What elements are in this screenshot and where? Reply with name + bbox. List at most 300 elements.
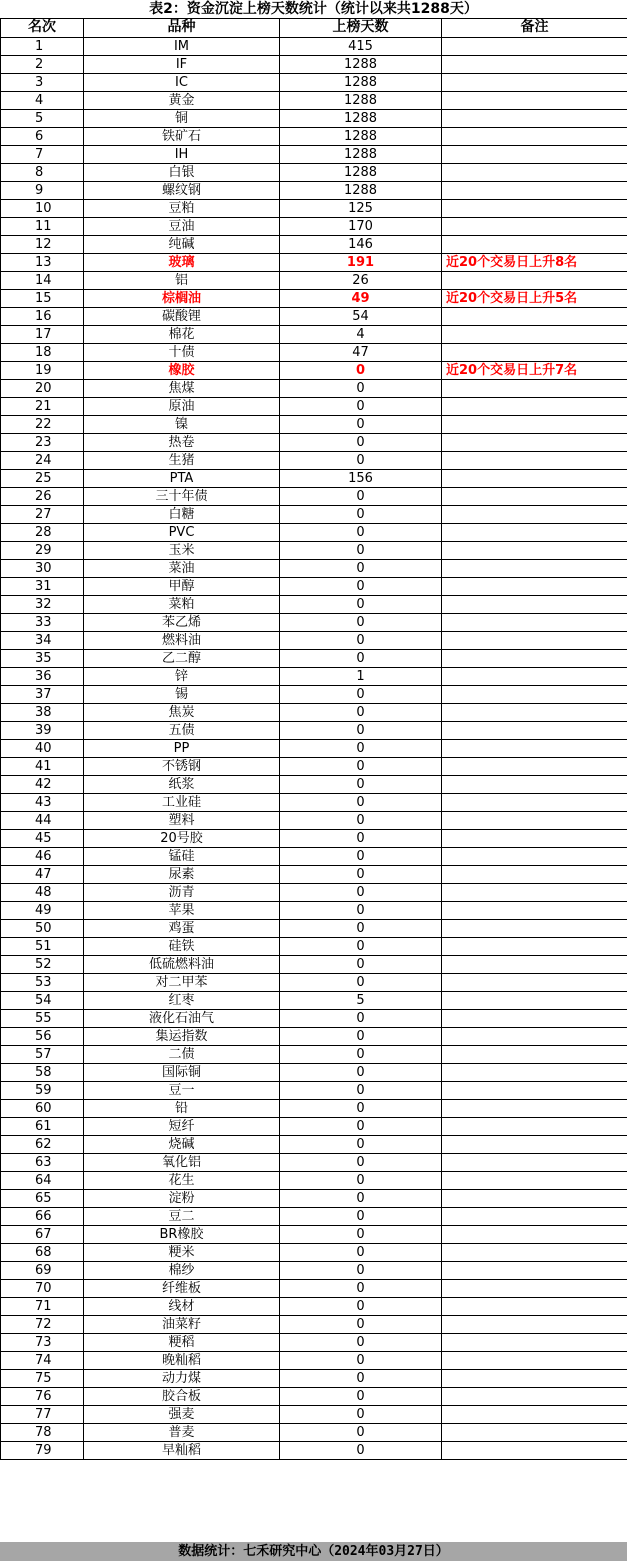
table-row bbox=[1, 685, 627, 703]
variety-cell: 鸡蛋 bbox=[84, 919, 280, 937]
table-row bbox=[1, 523, 627, 541]
days-cell: 0 bbox=[280, 541, 442, 559]
note-cell bbox=[442, 1135, 627, 1153]
rank-cell: 29 bbox=[1, 541, 84, 559]
variety-cell: 螺纹钢 bbox=[84, 181, 280, 199]
table-row bbox=[1, 1189, 627, 1207]
variety-cell: 锌 bbox=[84, 667, 280, 685]
days-cell: 0 bbox=[280, 1099, 442, 1117]
variety-cell: 白银 bbox=[84, 163, 280, 181]
variety-cell: IF bbox=[84, 55, 280, 73]
note-cell bbox=[442, 1045, 627, 1063]
note-cell bbox=[442, 127, 627, 145]
table-body bbox=[1, 37, 627, 1459]
variety-cell: 十债 bbox=[84, 343, 280, 361]
variety-cell: PP bbox=[84, 739, 280, 757]
days-cell: 0 bbox=[280, 649, 442, 667]
table-row bbox=[1, 451, 627, 469]
rank-cell: 62 bbox=[1, 1135, 84, 1153]
variety-cell: 二债 bbox=[84, 1045, 280, 1063]
rank-cell: 4 bbox=[1, 91, 84, 109]
days-cell: 0 bbox=[280, 1405, 442, 1423]
days-cell: 26 bbox=[280, 271, 442, 289]
note-cell bbox=[442, 955, 627, 973]
variety-cell: 豆油 bbox=[84, 217, 280, 235]
variety-cell: 集运指数 bbox=[84, 1027, 280, 1045]
days-cell: 0 bbox=[280, 1027, 442, 1045]
days-cell: 0 bbox=[280, 883, 442, 901]
rank-cell: 79 bbox=[1, 1441, 84, 1459]
rank-cell: 15 bbox=[1, 289, 84, 307]
table-row bbox=[1, 631, 627, 649]
days-cell: 0 bbox=[280, 1045, 442, 1063]
variety-cell: 甲醇 bbox=[84, 577, 280, 595]
variety-cell: PVC bbox=[84, 523, 280, 541]
variety-cell: 五债 bbox=[84, 721, 280, 739]
note-cell bbox=[442, 325, 627, 343]
note-cell bbox=[442, 811, 627, 829]
rank-cell: 20 bbox=[1, 379, 84, 397]
variety-cell: 菜油 bbox=[84, 559, 280, 577]
rank-cell: 27 bbox=[1, 505, 84, 523]
days-cell: 0 bbox=[280, 1423, 442, 1441]
note-cell bbox=[442, 1315, 627, 1333]
table-row bbox=[1, 1405, 627, 1423]
header-rank: 名次 bbox=[1, 19, 84, 37]
days-cell: 0 bbox=[280, 397, 442, 415]
table-row bbox=[1, 1243, 627, 1261]
table-row bbox=[1, 955, 627, 973]
rank-cell: 32 bbox=[1, 595, 84, 613]
rank-cell: 78 bbox=[1, 1423, 84, 1441]
table-row bbox=[1, 613, 627, 631]
note-cell bbox=[442, 1117, 627, 1135]
table-row bbox=[1, 469, 627, 487]
note-cell bbox=[442, 793, 627, 811]
variety-cell: 塑料 bbox=[84, 811, 280, 829]
rank-cell: 40 bbox=[1, 739, 84, 757]
days-cell: 0 bbox=[280, 1297, 442, 1315]
table-row bbox=[1, 379, 627, 397]
variety-cell: 晚籼稻 bbox=[84, 1351, 280, 1369]
days-cell: 0 bbox=[280, 433, 442, 451]
days-cell: 0 bbox=[280, 919, 442, 937]
note-cell bbox=[442, 451, 627, 469]
rank-cell: 64 bbox=[1, 1171, 84, 1189]
rank-cell: 10 bbox=[1, 199, 84, 217]
days-cell: 0 bbox=[280, 1315, 442, 1333]
days-cell: 1 bbox=[280, 667, 442, 685]
days-cell: 0 bbox=[280, 829, 442, 847]
rank-cell: 19 bbox=[1, 361, 84, 379]
days-cell: 0 bbox=[280, 487, 442, 505]
table-row bbox=[1, 235, 627, 253]
days-cell: 0 bbox=[280, 1171, 442, 1189]
note-cell bbox=[442, 577, 627, 595]
rank-cell: 33 bbox=[1, 613, 84, 631]
note-cell bbox=[442, 775, 627, 793]
variety-cell: 黄金 bbox=[84, 91, 280, 109]
note-cell bbox=[442, 847, 627, 865]
days-cell: 0 bbox=[280, 847, 442, 865]
variety-cell: 液化石油气 bbox=[84, 1009, 280, 1027]
rank-cell: 48 bbox=[1, 883, 84, 901]
variety-cell: 三十年债 bbox=[84, 487, 280, 505]
variety-cell: PTA bbox=[84, 469, 280, 487]
days-cell: 0 bbox=[280, 361, 442, 379]
rank-cell: 70 bbox=[1, 1279, 84, 1297]
rank-cell: 2 bbox=[1, 55, 84, 73]
variety-cell: 原油 bbox=[84, 397, 280, 415]
note-cell bbox=[442, 487, 627, 505]
table-row bbox=[1, 1153, 627, 1171]
table-row bbox=[1, 163, 627, 181]
rank-cell: 30 bbox=[1, 559, 84, 577]
days-cell: 0 bbox=[280, 595, 442, 613]
rank-cell: 44 bbox=[1, 811, 84, 829]
variety-cell: 锰硅 bbox=[84, 847, 280, 865]
rank-cell: 8 bbox=[1, 163, 84, 181]
days-cell: 0 bbox=[280, 1009, 442, 1027]
table-row bbox=[1, 721, 627, 739]
note-cell bbox=[442, 1225, 627, 1243]
variety-cell: 早籼稻 bbox=[84, 1441, 280, 1459]
note-cell bbox=[442, 1405, 627, 1423]
variety-cell: 纯碱 bbox=[84, 235, 280, 253]
table-row bbox=[1, 505, 627, 523]
variety-cell: 铅 bbox=[84, 1099, 280, 1117]
note-cell bbox=[442, 1243, 627, 1261]
table-row bbox=[1, 253, 627, 271]
variety-cell: 动力煤 bbox=[84, 1369, 280, 1387]
rank-cell: 42 bbox=[1, 775, 84, 793]
variety-cell: 纸浆 bbox=[84, 775, 280, 793]
variety-cell: 生猪 bbox=[84, 451, 280, 469]
note-cell bbox=[442, 505, 627, 523]
variety-cell: 不锈钢 bbox=[84, 757, 280, 775]
table-row bbox=[1, 1027, 627, 1045]
variety-cell: 焦炭 bbox=[84, 703, 280, 721]
table-row bbox=[1, 775, 627, 793]
days-cell: 0 bbox=[280, 1333, 442, 1351]
note-cell bbox=[442, 343, 627, 361]
rank-cell: 12 bbox=[1, 235, 84, 253]
variety-cell: 铜 bbox=[84, 109, 280, 127]
rank-cell: 74 bbox=[1, 1351, 84, 1369]
days-cell: 0 bbox=[280, 451, 442, 469]
rank-cell: 51 bbox=[1, 937, 84, 955]
days-cell: 156 bbox=[280, 469, 442, 487]
rank-cell: 1 bbox=[1, 37, 84, 55]
note-cell bbox=[442, 613, 627, 631]
note-cell bbox=[442, 109, 627, 127]
table-row bbox=[1, 289, 627, 307]
rank-cell: 45 bbox=[1, 829, 84, 847]
days-cell: 0 bbox=[280, 1279, 442, 1297]
table-row bbox=[1, 541, 627, 559]
days-cell: 0 bbox=[280, 613, 442, 631]
variety-cell: 氧化铝 bbox=[84, 1153, 280, 1171]
rank-cell: 46 bbox=[1, 847, 84, 865]
header-note: 备注 bbox=[442, 19, 627, 37]
days-cell: 0 bbox=[280, 1387, 442, 1405]
table-row bbox=[1, 811, 627, 829]
note-cell: 近20个交易日上升5名 bbox=[442, 289, 627, 307]
days-cell: 0 bbox=[280, 1207, 442, 1225]
rank-cell: 56 bbox=[1, 1027, 84, 1045]
variety-cell: 淀粉 bbox=[84, 1189, 280, 1207]
days-cell: 0 bbox=[280, 703, 442, 721]
variety-cell: 豆一 bbox=[84, 1081, 280, 1099]
days-cell: 170 bbox=[280, 217, 442, 235]
variety-cell: 沥青 bbox=[84, 883, 280, 901]
rank-cell: 37 bbox=[1, 685, 84, 703]
rank-cell: 34 bbox=[1, 631, 84, 649]
days-cell: 0 bbox=[280, 739, 442, 757]
note-cell: 近20个交易日上升7名 bbox=[442, 361, 627, 379]
note-cell bbox=[442, 991, 627, 1009]
table-row bbox=[1, 1081, 627, 1099]
table-row bbox=[1, 649, 627, 667]
table-row bbox=[1, 1135, 627, 1153]
note-cell bbox=[442, 1351, 627, 1369]
rank-cell: 7 bbox=[1, 145, 84, 163]
table-row bbox=[1, 1333, 627, 1351]
days-cell: 5 bbox=[280, 991, 442, 1009]
variety-cell: IC bbox=[84, 73, 280, 91]
note-cell bbox=[442, 649, 627, 667]
rank-cell: 21 bbox=[1, 397, 84, 415]
table-row bbox=[1, 325, 627, 343]
variety-cell: 线材 bbox=[84, 1297, 280, 1315]
variety-cell: 橡胶 bbox=[84, 361, 280, 379]
note-cell bbox=[442, 865, 627, 883]
note-cell bbox=[442, 883, 627, 901]
table-row bbox=[1, 667, 627, 685]
note-cell bbox=[442, 1171, 627, 1189]
variety-cell: 燃料油 bbox=[84, 631, 280, 649]
variety-cell: 粳米 bbox=[84, 1243, 280, 1261]
note-cell bbox=[442, 55, 627, 73]
table-row bbox=[1, 127, 627, 145]
rank-cell: 53 bbox=[1, 973, 84, 991]
note-cell bbox=[442, 181, 627, 199]
table-row bbox=[1, 847, 627, 865]
table-title: 表2：资金沉淀上榜天数统计（统计以来共1288天） bbox=[0, 0, 627, 19]
rank-cell: 60 bbox=[1, 1099, 84, 1117]
table-row bbox=[1, 145, 627, 163]
days-cell: 1288 bbox=[280, 181, 442, 199]
days-cell: 0 bbox=[280, 937, 442, 955]
table-row bbox=[1, 991, 627, 1009]
variety-cell: 强麦 bbox=[84, 1405, 280, 1423]
note-cell bbox=[442, 415, 627, 433]
table-row bbox=[1, 1045, 627, 1063]
note-cell bbox=[442, 523, 627, 541]
days-cell: 0 bbox=[280, 559, 442, 577]
rank-cell: 35 bbox=[1, 649, 84, 667]
rank-cell: 41 bbox=[1, 757, 84, 775]
rank-cell: 23 bbox=[1, 433, 84, 451]
rank-cell: 75 bbox=[1, 1369, 84, 1387]
variety-cell: 短纤 bbox=[84, 1117, 280, 1135]
table-header bbox=[1, 19, 627, 37]
variety-cell: 热卷 bbox=[84, 433, 280, 451]
days-cell: 1288 bbox=[280, 127, 442, 145]
note-cell bbox=[442, 1081, 627, 1099]
note-cell bbox=[442, 1297, 627, 1315]
note-cell bbox=[442, 397, 627, 415]
table-row bbox=[1, 1369, 627, 1387]
note-cell bbox=[442, 1153, 627, 1171]
table-row bbox=[1, 181, 627, 199]
variety-cell: 对二甲苯 bbox=[84, 973, 280, 991]
rank-cell: 77 bbox=[1, 1405, 84, 1423]
variety-cell: 纤维板 bbox=[84, 1279, 280, 1297]
days-cell: 0 bbox=[280, 505, 442, 523]
note-cell bbox=[442, 379, 627, 397]
variety-cell: 乙二醇 bbox=[84, 649, 280, 667]
rank-cell: 17 bbox=[1, 325, 84, 343]
table-row bbox=[1, 361, 627, 379]
days-cell: 0 bbox=[280, 1369, 442, 1387]
table-row bbox=[1, 973, 627, 991]
table-row bbox=[1, 883, 627, 901]
days-cell: 1288 bbox=[280, 55, 442, 73]
table-row bbox=[1, 703, 627, 721]
note-cell bbox=[442, 163, 627, 181]
note-cell bbox=[442, 1027, 627, 1045]
variety-cell: 焦煤 bbox=[84, 379, 280, 397]
rank-cell: 71 bbox=[1, 1297, 84, 1315]
table-row bbox=[1, 793, 627, 811]
note-cell bbox=[442, 1009, 627, 1027]
days-cell: 54 bbox=[280, 307, 442, 325]
note-cell bbox=[442, 1207, 627, 1225]
days-cell: 0 bbox=[280, 631, 442, 649]
days-cell: 0 bbox=[280, 1153, 442, 1171]
note-cell bbox=[442, 1333, 627, 1351]
rank-cell: 6 bbox=[1, 127, 84, 145]
variety-cell: 普麦 bbox=[84, 1423, 280, 1441]
table-row bbox=[1, 1297, 627, 1315]
data-source-footer: 数据统计：七禾研究中心（2024年03月27日） bbox=[0, 1542, 627, 1561]
rank-cell: 26 bbox=[1, 487, 84, 505]
note-cell bbox=[442, 271, 627, 289]
rank-cell: 67 bbox=[1, 1225, 84, 1243]
days-cell: 0 bbox=[280, 901, 442, 919]
rank-cell: 24 bbox=[1, 451, 84, 469]
table-row bbox=[1, 397, 627, 415]
variety-cell: 工业硅 bbox=[84, 793, 280, 811]
days-cell: 49 bbox=[280, 289, 442, 307]
rank-cell: 28 bbox=[1, 523, 84, 541]
variety-cell: 玉米 bbox=[84, 541, 280, 559]
days-cell: 0 bbox=[280, 1135, 442, 1153]
table-row bbox=[1, 1171, 627, 1189]
variety-cell: IH bbox=[84, 145, 280, 163]
rank-cell: 59 bbox=[1, 1081, 84, 1099]
table-row bbox=[1, 829, 627, 847]
note-cell bbox=[442, 199, 627, 217]
note-cell bbox=[442, 541, 627, 559]
table-row bbox=[1, 109, 627, 127]
days-cell: 0 bbox=[280, 793, 442, 811]
variety-cell: 苹果 bbox=[84, 901, 280, 919]
variety-cell: 苯乙烯 bbox=[84, 613, 280, 631]
days-cell: 0 bbox=[280, 685, 442, 703]
table-row bbox=[1, 559, 627, 577]
days-cell: 0 bbox=[280, 775, 442, 793]
days-cell: 0 bbox=[280, 973, 442, 991]
variety-cell: 白糖 bbox=[84, 505, 280, 523]
variety-cell: 菜粕 bbox=[84, 595, 280, 613]
days-cell: 1288 bbox=[280, 109, 442, 127]
days-cell: 0 bbox=[280, 1189, 442, 1207]
days-cell: 0 bbox=[280, 1441, 442, 1459]
rank-cell: 43 bbox=[1, 793, 84, 811]
rank-cell: 22 bbox=[1, 415, 84, 433]
rank-cell: 61 bbox=[1, 1117, 84, 1135]
rank-cell: 55 bbox=[1, 1009, 84, 1027]
days-cell: 146 bbox=[280, 235, 442, 253]
note-cell bbox=[442, 469, 627, 487]
table-row bbox=[1, 415, 627, 433]
days-cell: 0 bbox=[280, 865, 442, 883]
table-row bbox=[1, 433, 627, 451]
table-row bbox=[1, 901, 627, 919]
note-cell bbox=[442, 757, 627, 775]
note-cell bbox=[442, 703, 627, 721]
note-cell bbox=[442, 1279, 627, 1297]
variety-cell: 硅铁 bbox=[84, 937, 280, 955]
header-variety: 品种 bbox=[84, 19, 280, 37]
days-cell: 1288 bbox=[280, 145, 442, 163]
note-cell bbox=[442, 1369, 627, 1387]
table-row bbox=[1, 487, 627, 505]
table-row bbox=[1, 307, 627, 325]
variety-cell: 豆粕 bbox=[84, 199, 280, 217]
rank-cell: 54 bbox=[1, 991, 84, 1009]
days-cell: 0 bbox=[280, 1081, 442, 1099]
note-cell bbox=[442, 667, 627, 685]
note-cell bbox=[442, 37, 627, 55]
table-row bbox=[1, 271, 627, 289]
ranking-table bbox=[0, 19, 627, 1460]
days-cell: 191 bbox=[280, 253, 442, 271]
days-cell: 1288 bbox=[280, 73, 442, 91]
table-row bbox=[1, 577, 627, 595]
note-cell bbox=[442, 73, 627, 91]
rank-cell: 36 bbox=[1, 667, 84, 685]
days-cell: 47 bbox=[280, 343, 442, 361]
variety-cell: 棉花 bbox=[84, 325, 280, 343]
variety-cell: 尿素 bbox=[84, 865, 280, 883]
variety-cell: 花生 bbox=[84, 1171, 280, 1189]
note-cell bbox=[442, 721, 627, 739]
note-cell bbox=[442, 1423, 627, 1441]
days-cell: 0 bbox=[280, 955, 442, 973]
note-cell bbox=[442, 937, 627, 955]
note-cell: 近20个交易日上升8名 bbox=[442, 253, 627, 271]
table-row bbox=[1, 865, 627, 883]
variety-cell: IM bbox=[84, 37, 280, 55]
variety-cell: 烧碱 bbox=[84, 1135, 280, 1153]
table-row bbox=[1, 199, 627, 217]
rank-cell: 68 bbox=[1, 1243, 84, 1261]
table-row bbox=[1, 1009, 627, 1027]
days-cell: 0 bbox=[280, 1261, 442, 1279]
